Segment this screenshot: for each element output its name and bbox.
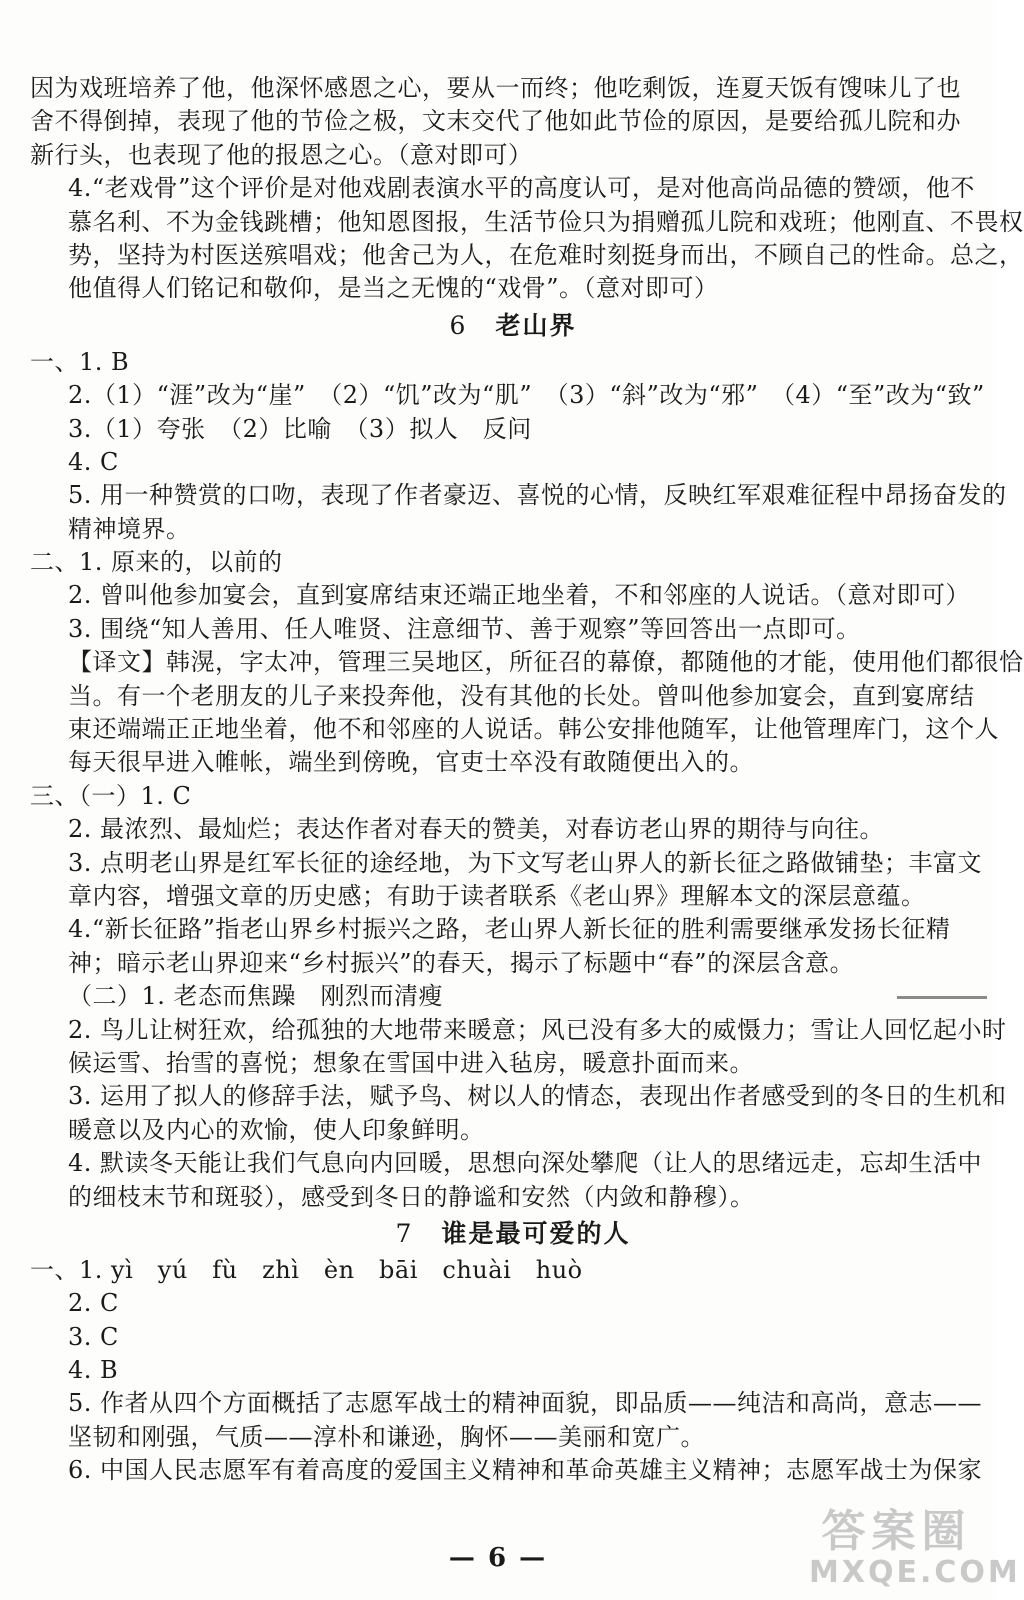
section-title: 老山界 xyxy=(495,310,577,340)
text-line: 3. 运用了拟人的修辞手法，赋予鸟、树以人的情态，表现出作者感受到的冬日的生机和 xyxy=(68,1082,1007,1111)
text-line: 4. B xyxy=(68,1356,119,1385)
text-line: 2.（1）“涯”改为“崖” （2）“饥”改为“肌” （3）“斜”改为“邪” （4）“至”改为“致” xyxy=(68,381,985,410)
text-line: 2. 鸟儿让树狂欢，给孤独的大地带来暖意；风已没有多大的威慑力；雪让人回忆起小时 xyxy=(68,1015,1007,1044)
text-line: 3. 围绕“知人善用、任人唯贤、注意细节、善于观察”等回答出一点即可。 xyxy=(68,614,861,643)
text-line: 3. C xyxy=(68,1322,119,1351)
text-line: 2. C xyxy=(68,1289,119,1318)
text-line: 一、1. B xyxy=(30,347,130,376)
text-line: 2. 最浓烈、最灿烂；表达作者对春天的赞美，对春访老山界的期待与向往。 xyxy=(68,815,885,844)
scan-artifact-line xyxy=(897,996,987,999)
text-line: 6. 中国人民志愿军有着高度的爱国主义精神和革命英雄主义精神；志愿军战士为保家 xyxy=(68,1456,983,1485)
text-line: 束还端端正正地坐着，他不和邻座的人说话。韩公安排他随军，让他管理库门，这个人 xyxy=(68,715,999,744)
text-line: （二）1. 老态而焦躁 刚烈而清瘦 xyxy=(68,982,444,1011)
text-line: 4. 默读冬天能让我们气息向内回暖，思想向深处攀爬（让人的思绪远走，忘却生活中 xyxy=(68,1149,983,1178)
section-heading-6 xyxy=(30,306,976,346)
text-line: 势，坚持为村医送殡唱戏；他舍己为人，在危难时刻挺身而出，不顾自己的性命。总之， xyxy=(68,240,1024,269)
watermark-url: MXQE.COM xyxy=(809,1555,1021,1590)
text-line: 每天很早进入帷帐，端坐到傍晚，官吏士卒没有敢随便出入的。 xyxy=(68,748,754,777)
text-line: 的细枝末节和斑驳），感受到冬日的静谧和安然（内敛和静穆）。 xyxy=(68,1182,755,1211)
text-line: 神；暗示老山界迎来“乡村振兴”的春天，揭示了标题中“春”的深层含意。 xyxy=(68,948,855,977)
text-line: 候运雪、抬雪的喜悦；想象在雪国中进入毡房，暖意扑面而来。 xyxy=(68,1048,754,1077)
text-line: 一、1. yì yú fù zhì èn bāi chuài huò xyxy=(30,1255,583,1284)
page-number: — 6 — xyxy=(448,1543,548,1573)
text-line: 精神境界。 xyxy=(68,514,191,543)
answer-content xyxy=(30,72,1024,1488)
text-line: 舍不得倒掉，表现了他的节俭之极，文末交代了他如此节俭的原因，是要给孤儿院和办 xyxy=(30,107,961,136)
text-line: 慕名利、不为金钱跳槽；他知恩图报，生活节俭只为捐赠孤儿院和戏班；他刚直、不畏权 xyxy=(68,207,1024,236)
text-line: 【译文】韩滉，字太冲，管理三吴地区，所征召的幕僚，都随他的才能，使用他们都很恰 xyxy=(68,648,1024,677)
text-line: 3.（1）夸张 （2）比喻 （3）拟人 反问 xyxy=(68,414,532,443)
section-title: 谁是最可爱的人 xyxy=(441,1218,631,1248)
watermark-text: 答案圈 xyxy=(821,1506,972,1557)
text-line: 坚韧和刚强，气质——淳朴和谦逊，胸怀——美丽和宽广。 xyxy=(68,1422,705,1451)
text-line: 当。有一个老朋友的儿子来投奔他，没有其他的长处。曾叫他参加宴会，直到宴席结 xyxy=(68,681,975,710)
section-number: 6 xyxy=(449,310,468,340)
text-line: 4. C xyxy=(68,447,119,476)
text-line: 2. 曾叫他参加宴会，直到宴席结束还端正地坐着，不和邻座的人说话。（意对即可） xyxy=(68,581,971,610)
text-line: 4.“新长征路”指老山界乡村振兴之路，老山界人新长征的胜利需要继承发扬长征精 xyxy=(68,915,951,944)
text-line: 三、（一）1. C xyxy=(30,781,192,810)
text-line: 章内容，增强文章的历史感；有助于读者联系《老山界》理解本文的深层意蕴。 xyxy=(68,881,926,910)
text-line: 新行头，也表现了他的报恩之心。（意对即可） xyxy=(30,140,533,169)
text-line: 5. 用一种赞赏的口吻，表现了作者豪迈、喜悦的心情，反映红军艰难征程中昂扬奋发的 xyxy=(68,481,1007,510)
text-line: 5. 作者从四个方面概括了志愿军战士的精神面貌，即品质——纯洁和高尚，意志—— xyxy=(68,1389,983,1418)
text-line: 二、1. 原来的，以前的 xyxy=(30,548,283,577)
text-line: 他值得人们铭记和敬仰，是当之无愧的“戏骨”。（意对即可） xyxy=(68,274,719,303)
text-line: 3. 点明老山界是红军长征的途经地，为下文写老山界人的新长征之路做铺垫；丰富文 xyxy=(68,848,983,877)
watermark-logo xyxy=(809,1506,1021,1594)
text-line: 暖意以及内心的欢愉，使人印象鲜明。 xyxy=(68,1115,485,1144)
section-number: 7 xyxy=(395,1218,414,1248)
text-line: 4.“老戏骨”这个评价是对他戏剧表演水平的高度认可，是对他高尚品德的赞颂，他不 xyxy=(68,174,975,203)
section-heading-7 xyxy=(30,1214,976,1254)
text-line: 因为戏班培养了他，他深怀感恩之心，要从一而终；他吃剩饭，连夏天饭有馊味儿了也 xyxy=(30,74,961,102)
